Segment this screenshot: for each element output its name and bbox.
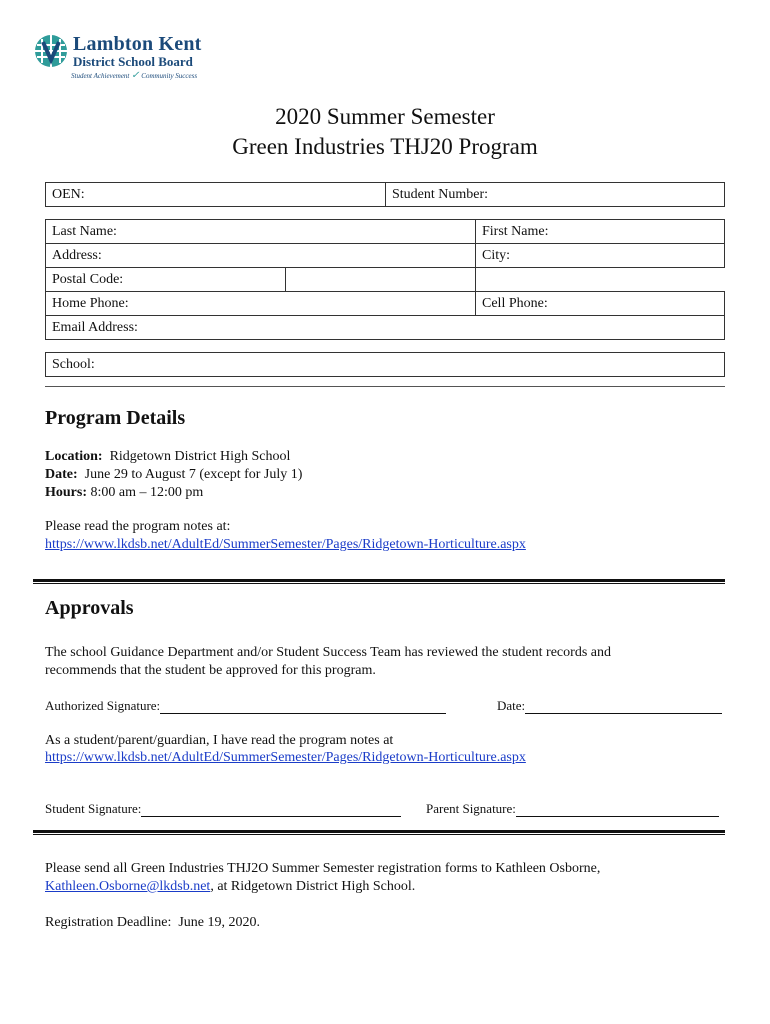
parent-signature-row [426,801,719,817]
district-logo [33,33,213,83]
email-field[interactable]: Email Address: [46,316,725,340]
location-value: Ridgetown District High School [109,449,291,464]
postal-code-field[interactable] [286,268,476,292]
school-table [45,352,725,377]
logo-line1: Lambton Kent [73,33,202,55]
approvals-line1: The school Guidance Department and/or Student Success Team has reviewed the student records and [45,645,611,660]
title-line2: Green Industries THJ20 Program [232,134,538,159]
location-label: Location: [45,449,103,464]
send-text-after: , at Ridgetown District High School. [210,879,416,894]
home-phone-field[interactable]: Home Phone: [46,292,476,316]
cell-phone-field[interactable]: Cell Phone: [476,292,725,316]
thick-divider-2 [33,830,725,835]
first-name-field[interactable]: First Name: [476,220,725,244]
city-field[interactable]: City: [476,244,725,268]
student-signature-line[interactable] [141,804,401,817]
school-field[interactable]: School: [46,353,725,377]
authorized-signature-row [45,698,446,714]
student-signature-label: Student Signature: [45,801,142,816]
hours-value: 8:00 am – 12:00 pm [90,485,204,500]
divider [45,386,725,387]
send-text: Please send all Green Industries THJ2O Summer Semester registration forms to Kathleen Osborne, [45,861,601,876]
logo-line2: District School Board [73,54,193,69]
title-line1: 2020 Summer Semester [275,104,495,129]
program-details-heading: Program Details [45,407,186,429]
approval-date-line[interactable] [525,701,722,714]
oen-table [45,182,725,207]
thick-divider [33,579,725,584]
logo-tagline [71,70,197,81]
checkmark-icon: ✓ [131,70,140,81]
approvals-heading: Approvals [45,597,134,619]
approval-date-row [497,698,722,714]
program-notes-link[interactable]: https://www.lkdsb.net/AdultEd/SummerSemester/Pages/Ridgetown-Horticulture.aspx [45,537,526,552]
date-label: Date: [45,467,78,482]
logo-tagline2: Community Success [141,72,198,80]
personal-info-table [45,219,725,340]
program-details [45,448,302,502]
parent-signature-line[interactable] [516,804,719,817]
email-link[interactable]: Kathleen.Osborne@lkdsb.net [45,879,211,894]
address-field[interactable]: Address: [46,244,476,268]
globe-icon [33,33,69,69]
student-number-field[interactable]: Student Number: [386,183,725,207]
oen-field[interactable]: OEN: [46,183,386,207]
student-signature-row [45,801,401,817]
logo-tagline1: Student Achievement [71,72,130,80]
ack-link[interactable]: https://www.lkdsb.net/AdultEd/SummerSemester/Pages/Ridgetown-Horticulture.aspx [45,750,526,765]
authorized-signature-label: Authorized Signature: [45,698,161,713]
approval-date-label: Date: [497,698,526,713]
registration-deadline: Registration Deadline: June 19, 2020. [45,915,261,930]
notes-intro: Please read the program notes at: [45,519,231,534]
hours-label: Hours: [45,485,87,500]
last-name-field[interactable]: Last Name: [46,220,476,244]
postal-code-label: Postal Code: [46,268,286,292]
postal-code-spacer [476,268,725,292]
ack-text: As a student/parent/guardian, I have read the program notes at [45,733,394,748]
authorized-signature-line[interactable] [160,701,446,714]
approvals-line2: recommends that the student be approved for this program. [45,663,376,678]
send-instructions [45,860,600,896]
approvals-paragraph [45,644,611,680]
date-value: June 29 to August 7 (except for July 1) [84,467,303,482]
parent-signature-label: Parent Signature: [426,801,516,816]
